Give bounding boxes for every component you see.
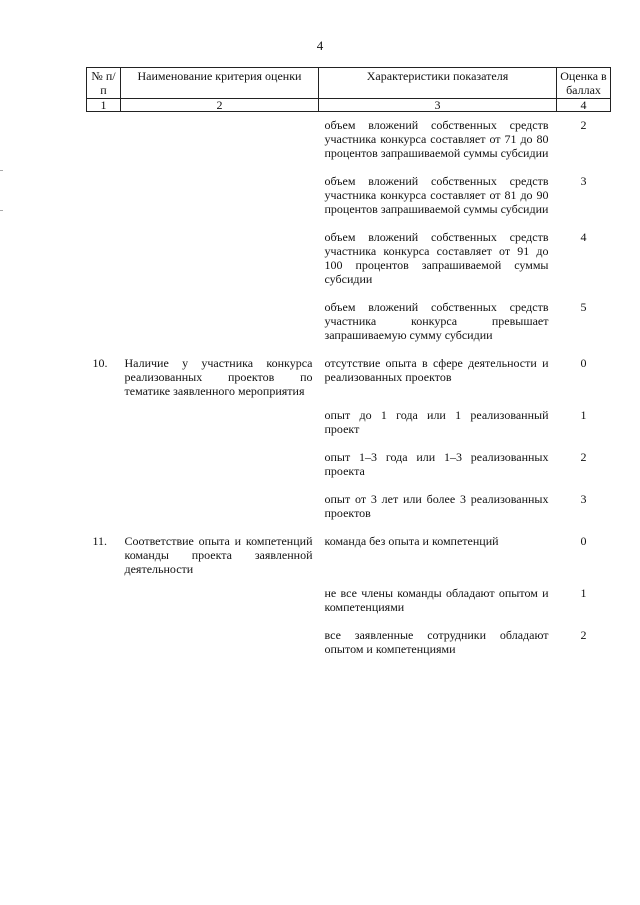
criteria-table	[86, 67, 611, 656]
table-row	[87, 586, 611, 614]
row-number	[87, 118, 121, 160]
score: 2	[580, 118, 587, 132]
table-row	[87, 118, 611, 160]
characteristic: опыт от 3 лет или более 3 реализованных проектов	[324, 492, 549, 520]
criterion-name: Соответствие опыта и компетенций команды проекта заявленной деятельности	[124, 534, 313, 576]
score: 4	[580, 230, 587, 244]
score: 1	[580, 586, 587, 600]
row-number	[87, 492, 121, 520]
criterion-name	[121, 408, 319, 436]
row-number: 10.	[92, 356, 108, 370]
row-number: 11.	[92, 534, 108, 548]
criterion-name	[121, 174, 319, 216]
table-row	[87, 408, 611, 436]
characteristic: команда без опыта и компетенций	[324, 534, 499, 548]
characteristic: отсутствие опыта в сфере деятельности и реализованных проектов	[324, 356, 549, 384]
score: 2	[580, 450, 587, 464]
table-header-row	[87, 68, 611, 99]
criterion-name	[121, 586, 319, 614]
column-number-row	[87, 99, 611, 112]
characteristic: опыт 1–3 года или 1–3 реализованных проекта	[324, 450, 549, 478]
criterion-name	[121, 450, 319, 478]
row-number	[87, 174, 121, 216]
table-row	[87, 492, 611, 520]
criterion-name	[121, 300, 319, 342]
criterion-name	[121, 492, 319, 520]
criterion-name: Наличие у участника конкурса реализованных проектов по тематике заявленного мероприятия	[124, 356, 313, 398]
criterion-name	[121, 628, 319, 656]
score: 0	[580, 356, 587, 370]
margin-mark	[0, 210, 3, 211]
row-number	[87, 586, 121, 614]
characteristic: объем вложений собственных средств участника конкурса превышает запрашиваемую сумму субсидии	[324, 300, 549, 342]
table-row	[87, 230, 611, 286]
score: 5	[580, 300, 587, 314]
column-number: 3	[319, 99, 557, 112]
header-score: Оценка в баллах	[557, 68, 611, 99]
score: 1	[580, 408, 587, 422]
header-criterion-name: Наименование критерия оценки	[121, 68, 319, 99]
characteristic: не все члены команды обладают опытом и компетенциями	[324, 586, 549, 614]
column-number: 4	[557, 99, 611, 112]
score: 3	[580, 174, 587, 188]
table-row	[87, 628, 611, 656]
margin-mark	[0, 170, 3, 171]
table-row	[87, 356, 611, 398]
characteristic: объем вложений собственных средств участника конкурса составляет от 81 до 90 процентов запрашиваемой суммы субсидии	[324, 174, 549, 216]
score: 0	[580, 534, 587, 548]
row-number	[87, 450, 121, 478]
row-number	[87, 300, 121, 342]
table-row	[87, 450, 611, 478]
column-number: 1	[87, 99, 121, 112]
page-number: 4	[316, 38, 324, 53]
row-number	[87, 628, 121, 656]
score: 3	[580, 492, 587, 506]
table-row	[87, 300, 611, 342]
characteristic: все заявленные сотрудники обладают опытом и компетенциями	[324, 628, 549, 656]
criterion-name	[121, 118, 319, 160]
header-characteristics: Характеристики показателя	[319, 68, 557, 99]
header-num: № п/п	[87, 68, 121, 99]
column-number: 2	[121, 99, 319, 112]
row-number	[87, 230, 121, 286]
characteristic: объем вложений собственных средств участника конкурса составляет от 91 до 100 процентов запрашиваемой суммы субсидии	[324, 230, 549, 286]
characteristic: объем вложений собственных средств участника конкурса составляет от 71 до 80 процентов запрашиваемой суммы субсидии	[324, 118, 549, 160]
row-number	[87, 408, 121, 436]
table-row	[87, 534, 611, 576]
criterion-name	[121, 230, 319, 286]
table-row	[87, 174, 611, 216]
characteristic: опыт до 1 года или 1 реализованный проект	[324, 408, 549, 436]
score: 2	[580, 628, 587, 642]
